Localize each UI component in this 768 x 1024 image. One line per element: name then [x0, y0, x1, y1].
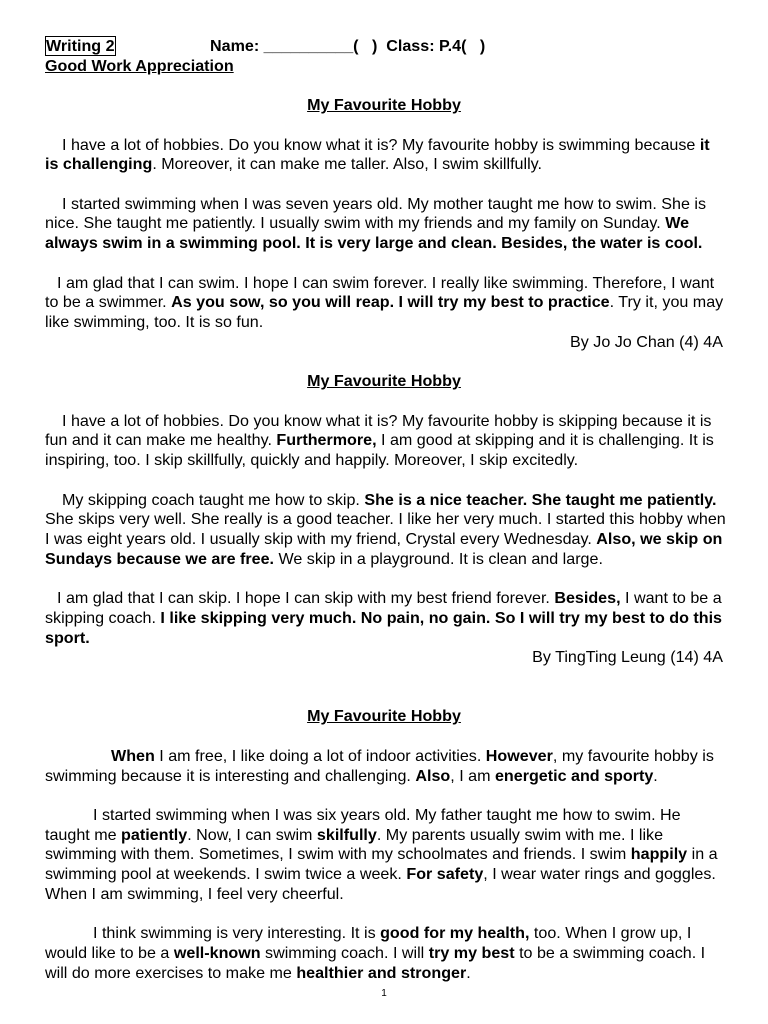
text-run: When I am swimming, I feel very cheerful. — [45, 884, 344, 903]
paragraph — [45, 490, 726, 570]
text-line — [45, 747, 723, 767]
text-line — [45, 589, 723, 609]
bold-text-run: When — [111, 746, 155, 765]
text-run: to be a swimming coach. I — [514, 944, 706, 963]
bold-text-run: healthier and stronger — [296, 963, 467, 982]
text-line — [45, 155, 723, 175]
text-line — [45, 491, 723, 511]
worksheet-page — [45, 37, 726, 984]
text-run: too. When I grow up, I — [529, 924, 692, 943]
paragraph — [45, 806, 723, 905]
text-run: . My parents usually swim with me. I like — [376, 825, 664, 844]
text-run: skipping coach. — [45, 608, 161, 627]
text-line — [45, 826, 723, 846]
text-line — [45, 964, 723, 984]
name-class-field: Name: __________( ) Class: P.4( ) — [210, 37, 486, 55]
text-run: nice. She taught me patiently. I usually swim with my friends and my family on Sunday. — [45, 214, 666, 233]
bold-text-run: For safety — [406, 865, 484, 884]
page-subtitle: Good Work Appreciation — [45, 56, 234, 75]
bold-text-run: sport. — [45, 628, 90, 647]
text-line — [45, 510, 726, 530]
bold-text-run: We — [665, 214, 690, 233]
bold-text-run: it — [699, 135, 710, 154]
text-line — [45, 293, 723, 313]
bold-text-run: As you sow, so you will reap. I will try my best to practice — [171, 293, 610, 312]
paragraph — [45, 412, 723, 471]
bold-text-run: Also, we skip on — [596, 529, 723, 548]
text-run: would like to be a — [45, 944, 174, 963]
text-run: will do more exercises to make me — [45, 963, 297, 982]
text-run: I am free, I like doing a lot of indoor activities. — [154, 746, 486, 765]
text-run: swimming because it is interesting and challenging. — [45, 766, 416, 785]
text-run: I have a lot of hobbies. Do you know what it is? My favourite hobby is skipping because it is — [62, 411, 712, 430]
text-run: swimming coach. I will — [260, 944, 429, 963]
text-run: . Try it, you may — [609, 293, 724, 312]
text-run: swimming pool at weekends. I swim twice a week. — [45, 865, 407, 884]
text-line — [45, 214, 723, 234]
author-byline: By TingTing Leung (14) 4A — [532, 648, 723, 667]
worksheet-header — [45, 37, 723, 76]
text-run: , I am — [450, 766, 495, 785]
essay — [45, 96, 723, 352]
text-run: swimming with them. Sometimes, I swim with my schoolmates and friends. I swim — [45, 845, 631, 864]
paragraph — [45, 136, 723, 175]
text-line — [45, 629, 723, 649]
bold-text-run: Besides, — [554, 589, 621, 608]
bold-text-run: energetic and sporty — [494, 766, 654, 785]
text-line — [45, 313, 723, 333]
text-run: I am good at skipping and it is challenging. It is — [376, 431, 714, 450]
paragraph — [45, 924, 723, 983]
bold-text-run: well-known — [173, 944, 261, 963]
author-byline: By Jo Jo Chan (4) 4A — [570, 332, 723, 351]
bold-text-run: always swim in a swimming pool. It is very large and clean. Besides, the water is cool. — [45, 234, 703, 253]
text-run: inspiring, too. I skip skillfully, quickly and happily. Moreover, I skip excitedly. — [45, 451, 579, 470]
text-line — [45, 530, 723, 550]
bold-text-run: Sundays because we are free. — [45, 549, 275, 568]
text-line — [45, 195, 723, 215]
text-run: I am glad that I can swim. I hope I can swim forever. I really like swimming. Therefore, I want — [57, 273, 715, 292]
bold-text-run: good for my health, — [380, 924, 530, 943]
text-line — [45, 767, 723, 787]
worksheet-label: Writing 2 — [46, 37, 115, 55]
essay-title: My Favourite Hobby — [307, 372, 461, 391]
bold-text-run: Furthermore, — [276, 431, 377, 450]
text-run: My skipping coach taught me how to skip. — [62, 490, 365, 509]
text-line — [45, 865, 723, 885]
text-run: . — [653, 766, 658, 785]
bold-text-run: Also — [415, 766, 451, 785]
text-line — [45, 944, 723, 964]
text-run: I started swimming when I was seven years old. My mother taught me how to swim. She is — [62, 194, 707, 213]
header-row — [45, 37, 723, 57]
text-line — [45, 885, 723, 905]
text-line — [45, 431, 723, 451]
paragraph — [45, 747, 723, 786]
text-run: I think swimming is very interesting. It is — [93, 924, 381, 943]
text-run: We skip in a playground. It is clean and large. — [274, 549, 603, 568]
bold-text-run: patiently — [121, 825, 188, 844]
essay — [45, 372, 726, 668]
bold-text-run: is challenging — [45, 155, 153, 174]
text-line — [45, 550, 723, 570]
text-run: I started swimming when I was six years old. My father taught me how to swim. He — [93, 806, 681, 825]
text-run: . Moreover, it can make me taller. Also, I swim skillfully. — [152, 155, 542, 174]
text-line — [45, 845, 723, 865]
text-run: I am glad that I can skip. I hope I can skip with my best friend forever. — [57, 589, 555, 608]
paragraph — [45, 274, 723, 333]
text-run: . — [466, 963, 471, 982]
text-line — [45, 412, 723, 432]
text-run: She skips very well. She really is a good teacher. I like her very much. I started this hobby when — [45, 510, 726, 529]
text-run: to be a swimmer. — [45, 293, 172, 312]
bold-text-run: I like skipping very much. No pain, no gain. So I will try my best to do this — [160, 608, 723, 627]
text-line — [45, 136, 723, 156]
text-run: , I wear water rings and goggles. — [483, 865, 716, 884]
text-line — [45, 806, 723, 826]
text-run: like swimming, too. It is so fun. — [45, 313, 264, 332]
text-run: in a — [687, 845, 718, 864]
text-line — [45, 924, 723, 944]
text-run: I was eight years old. I usually skip with my friend, Crystal every Wednesday. — [45, 529, 597, 548]
text-line — [45, 609, 723, 629]
text-line — [45, 451, 723, 471]
essay — [45, 707, 723, 983]
bold-text-run: She is a nice teacher. She taught me patiently. — [364, 490, 717, 509]
bold-text-run: However — [485, 746, 553, 765]
essay-title: My Favourite Hobby — [307, 96, 461, 115]
text-run: fun and it can make me healthy. — [45, 431, 277, 450]
page-number: 1 — [381, 988, 387, 999]
essay-title: My Favourite Hobby — [307, 707, 461, 726]
paragraph — [45, 195, 723, 254]
bold-text-run: happily — [630, 845, 688, 864]
bold-text-run: skilfully — [316, 825, 377, 844]
paragraph — [45, 589, 723, 648]
text-run: I have a lot of hobbies. Do you know what it is? My favourite hobby is swimming because — [62, 135, 700, 154]
text-run: I want to be a — [620, 589, 722, 608]
bold-text-run: try my best — [428, 944, 515, 963]
text-run: , my favourite hobby is — [552, 746, 714, 765]
text-line — [45, 274, 723, 294]
text-run: taught me — [45, 825, 122, 844]
text-line — [45, 234, 723, 254]
text-run: . Now, I can swim — [187, 825, 317, 844]
